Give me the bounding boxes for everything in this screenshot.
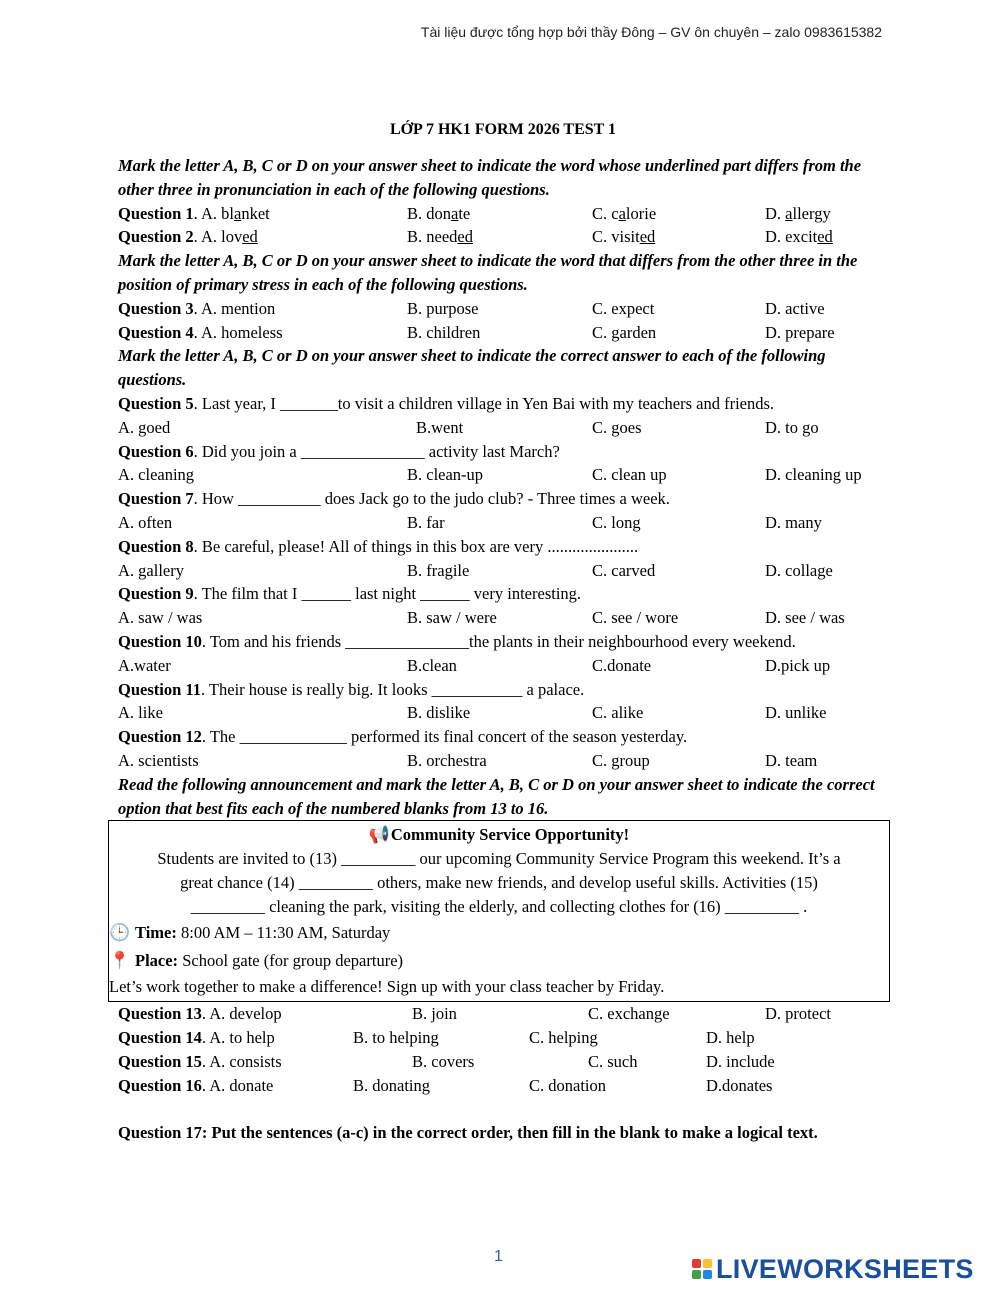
question-8-options: A. gallery B. fragile C. carved D. collage	[118, 560, 833, 580]
question-4: Question 4. A. homeless B. children C. garden D. prepare	[118, 322, 835, 342]
question-10-options: A.water B.clean C.donate D.pick up	[118, 655, 831, 675]
logo-square-yellow	[703, 1259, 712, 1268]
question-11: Question 11. Their house is really big. It looks ___________ a palace.	[118, 679, 585, 699]
question-12-options: A. scientists B. orchestra C. group D. team	[118, 750, 818, 770]
question-10: Question 10. Tom and his friends _______________the plants in their neighbourhood every weekend.	[118, 631, 796, 651]
announcement-place: 📍 Place: School gate (for group departure)	[109, 951, 404, 972]
question-3: Question 3. A. mention B. purpose C. expect D. active	[118, 298, 825, 318]
instruction-stress: Mark the letter A, B, C or D on your answer sheet to indicate the word that differs from the other three in the position of primary stress in each of the following questions.	[118, 251, 858, 294]
page-header: Tài liệu được tổng hợp bởi thầy Đông – GV ôn chuyên – zalo 0983615382	[420, 24, 882, 40]
logo-square-red	[692, 1259, 701, 1268]
worksheet-content	[109, 118, 888, 1144]
question-5-options: A. goed B.went C. goes D. to go	[118, 417, 819, 437]
question-13: Question 13. A. develop B. join C. exchange D. protect	[118, 1004, 831, 1024]
question-14: Question 14. A. to help B. to helping C. helping D. help	[118, 1028, 755, 1048]
announcement-line-2: great chance (14) _________ others, make new friends, and develop useful skills. Activities (15)	[180, 873, 818, 893]
question-5: Question 5. Last year, I _______to visit a children village in Yen Bai with my teachers and friends.	[118, 393, 775, 413]
question-2: Question 2. A. loved B. needed C. visited D. excited	[118, 227, 833, 247]
announcement-box	[108, 820, 890, 1002]
instruction-correct-answer: Mark the letter A, B, C or D on your answer sheet to indicate the correct answer to each of the following questions.	[118, 346, 826, 390]
announcement-line-3: _________ cleaning the park, visiting the elderly, and collecting clothes for (16) _________ .	[190, 897, 808, 917]
instruction-pronunciation: Mark the letter A, B, C or D on your answer sheet to indicate the word whose underlined part differs from the other three in pronunciation in each of the following questions.	[118, 156, 862, 199]
question-8: Question 8. Be careful, please! All of things in this box are very ......................	[118, 536, 639, 556]
question-9: Question 9. The film that I ______ last night ______ very interesting.	[118, 584, 582, 604]
question-12: Question 12. The _____________ performed its final concert of the season yesterday.	[118, 727, 688, 747]
question-16: Question 16. A. donate B. donating C. donation D.donates	[118, 1075, 773, 1095]
question-6: Question 6. Did you join a _______________ activity last March?	[118, 441, 560, 461]
liveworksheets-logo[interactable]	[692, 1254, 974, 1284]
megaphone-icon: 📢	[368, 825, 390, 846]
page-number: 1	[494, 1248, 503, 1265]
announcement-line-1: Students are invited to (13) _________ our upcoming Community Service Program this weekend. It’s a	[157, 849, 841, 869]
question-11-options: A. like B. dislike C. alike D. unlike	[118, 703, 827, 723]
question-7: Question 7. How __________ does Jack go to the judo club? - Three times a week.	[118, 489, 670, 509]
announcement-title: 📢Community Service Opportunity!	[368, 825, 630, 846]
question-17: Question 17: Put the sentences (a-c) in the correct order, then fill in the blank to make a logical text.	[118, 1122, 818, 1142]
announcement-closing: Let’s work together to make a difference! Sign up with your class teacher by Friday.	[109, 977, 665, 997]
logo-square-green	[692, 1270, 701, 1279]
question-6-options: A. cleaning B. clean-up C. clean up D. cleaning up	[118, 465, 862, 485]
announcement-time: 🕒 Time: 8:00 AM – 11:30 AM, Saturday	[109, 923, 391, 944]
question-15: Question 15. A. consists B. covers C. such D. include	[118, 1051, 775, 1071]
question-7-options: A. often B. far C. long D. many	[118, 512, 822, 532]
question-9-options: A. saw / was B. saw / were C. see / wore D. see / was	[118, 608, 845, 628]
pin-icon: 📍	[109, 951, 131, 972]
instruction-reading: Read the following announcement and mark the letter A, B, C or D on your answer sheet to indicate the correct option that best fits each of the numbered blanks from 13 to 16.	[118, 774, 875, 818]
page-title: LỚP 7 HK1 FORM 2026 TEST 1	[389, 121, 617, 138]
logo-square-blue	[703, 1270, 712, 1279]
logo-text: LIVEWORKSHEETS	[716, 1253, 974, 1284]
clock-icon: 🕒	[109, 923, 131, 944]
question-1: Question 1. A. blanket B. donate C. calorie D. allergy	[118, 203, 831, 223]
logo-mark-icon	[692, 1259, 712, 1279]
